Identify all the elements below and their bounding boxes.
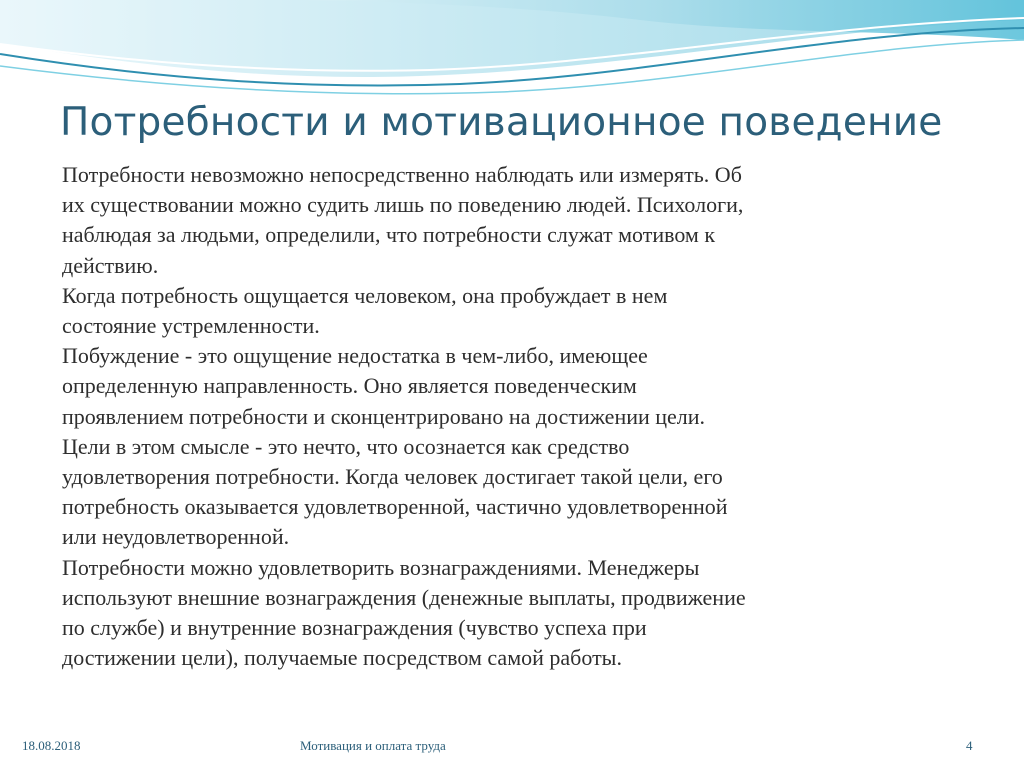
body-line: состояние устремленности.: [62, 313, 320, 339]
body-line: Потребности можно удовлетворить вознаграждениями. Менеджеры: [62, 554, 700, 580]
body-line: Побуждение - это ощущение недостатка в чем-либо, имеющее: [62, 343, 648, 369]
body-line: Цели в этом смысле - это нечто, что осознается как средство: [62, 433, 630, 459]
body-line: действию.: [62, 252, 159, 278]
slide-body: [62, 160, 962, 673]
body-line: проявлением потребности и сконцентрировано на достижении цели.: [62, 403, 706, 429]
header-wave-decoration: [0, 0, 1024, 110]
body-line: используют внешние вознаграждения (денежные выплаты, продвижение: [62, 584, 746, 610]
body-line: наблюдая за людьми, определили, что потребности служат мотивом к: [62, 222, 716, 248]
slide-number: 4: [966, 738, 973, 753]
body-line: Потребности невозможно непосредственно наблюдать или измерять. Об: [62, 162, 742, 187]
body-line: определенную направленность. Оно является поведенческим: [62, 373, 637, 399]
body-line: удовлетворения потребности. Когда человек достигает такой цели, его: [62, 464, 723, 490]
body-line: Когда потребность ощущается человеком, она пробуждает в нем: [62, 282, 668, 308]
body-line: по службе) и внутренние вознаграждения (чувство успеха при: [62, 615, 647, 641]
slide-title: Потребности и мотивационное поведение: [60, 100, 943, 145]
body-line: их существовании можно судить лишь по поведению людей. Психологи,: [62, 192, 744, 218]
footer-caption: Мотивация и оплата труда: [300, 738, 446, 753]
body-line: потребность оказывается удовлетворенной, частично удовлетворенной: [62, 494, 728, 520]
body-line: достижении цели), получаемые посредством самой работы.: [62, 645, 622, 671]
body-line: или неудовлетворенной.: [62, 524, 290, 550]
footer-date: 18.08.2018: [22, 738, 81, 753]
